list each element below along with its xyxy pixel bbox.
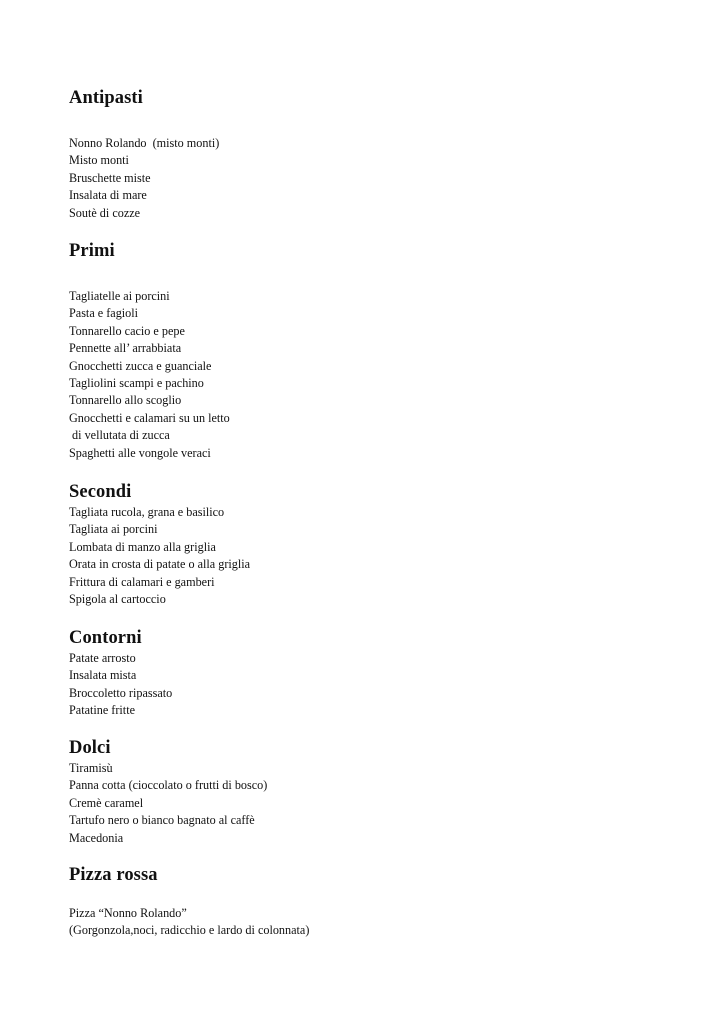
dish-list: [69, 650, 689, 720]
section-pizza-rossa: [69, 864, 689, 940]
dish-item: Broccoletto ripassato: [69, 685, 173, 700]
dish-item: Pizza “Nonno Rolando”: [69, 906, 187, 920]
dish-item: Frittura di calamari e gamberi: [69, 574, 215, 589]
dish-item: Tagliatelle ai porcini: [69, 289, 170, 303]
dish-item: Lombata di manzo alla griglia: [69, 539, 216, 554]
section-antipasti: [69, 87, 689, 222]
dish-item: Orata in crosta di patate o alla griglia: [69, 557, 251, 572]
dish-item: Gnocchetti zucca e guanciale: [69, 358, 212, 373]
section-title: Primi: [69, 241, 115, 261]
section-title: Antipasti: [69, 88, 143, 108]
dish-item: Tartufo nero o bianco bagnato al caffè: [69, 813, 255, 828]
dish-item: Tonnarello cacio e pepe: [69, 323, 185, 338]
dish-item: Spigola al cartoccio: [69, 592, 166, 607]
section-title: Pizza rossa: [69, 865, 158, 885]
dish-item: Spaghetti alle vongole veraci: [69, 445, 211, 460]
dish-list: [69, 504, 689, 608]
dish-item: Tonnarello allo scoglio: [69, 393, 182, 408]
section-primi: [69, 240, 689, 462]
dish-item: Gnocchetti e calamari su un letto: [69, 410, 230, 425]
dish-item: Tagliolini scampi e pachino: [69, 376, 204, 391]
dish-item: Soutè di cozze: [69, 205, 141, 220]
section-title: Contorni: [69, 628, 142, 648]
dish-item: Cremè caramel: [69, 795, 144, 810]
section-title: Secondi: [69, 482, 132, 502]
dish-item: Patate arrosto: [69, 651, 136, 665]
dish-list: [69, 288, 689, 462]
dish-item: Macedonia: [69, 830, 124, 845]
dish-list: [69, 760, 689, 847]
dish-list: [69, 905, 689, 940]
dish-item: (Gorgonzola,noci, radicchio e lardo di colonnata): [69, 923, 310, 938]
dish-item: Misto monti: [69, 153, 129, 168]
section-secondi: [69, 481, 689, 608]
section-title: Dolci: [69, 738, 111, 758]
section-dolci: [69, 737, 689, 847]
dish-item: Insalata mista: [69, 668, 137, 683]
dish-item: Patatine fritte: [69, 703, 135, 718]
section-contorni: [69, 627, 689, 720]
dish-item: Tiramisù: [69, 761, 113, 775]
dish-list: [69, 135, 689, 222]
dish-item: Pennette all’ arrabbiata: [69, 341, 182, 356]
dish-item: Insalata di mare: [69, 188, 147, 203]
dish-item: Tagliata rucola, grana e basilico: [69, 505, 225, 519]
dish-item: Bruschette miste: [69, 170, 151, 185]
dish-item: di vellutata di zucca: [69, 428, 170, 443]
dish-item: Pasta e fagioli: [69, 306, 139, 321]
dish-item: Nonno Rolando (misto monti): [69, 136, 220, 150]
dish-item: Tagliata ai porcini: [69, 522, 158, 537]
dish-item: Panna cotta (cioccolato o frutti di bosco): [69, 778, 268, 793]
